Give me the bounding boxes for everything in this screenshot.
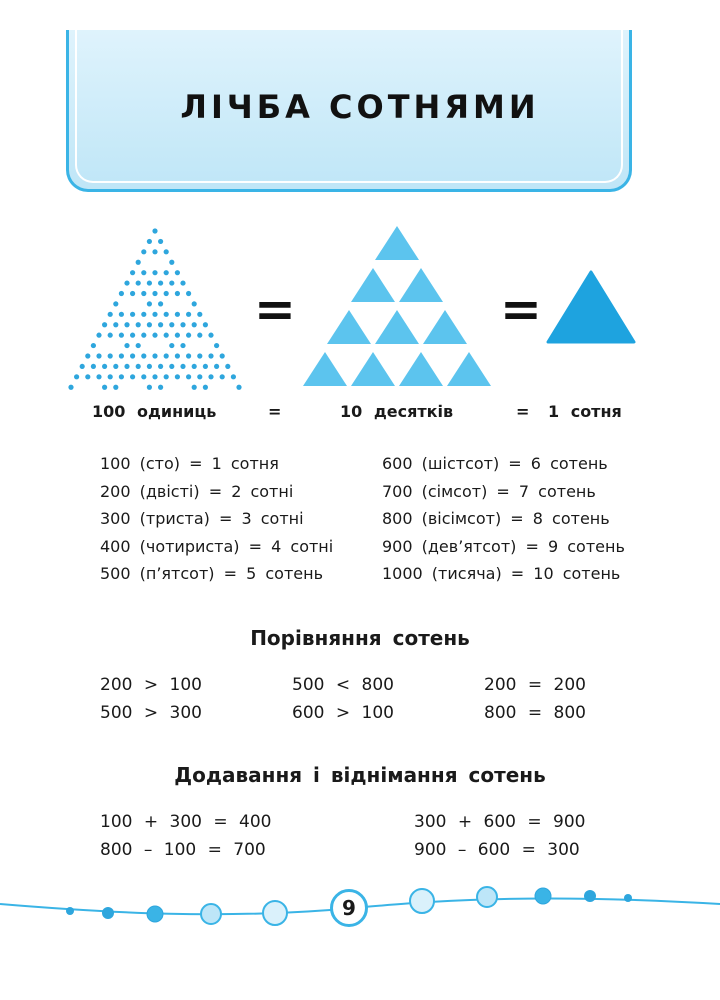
- unit-dot: [186, 374, 191, 379]
- hundreds-list-right: [382, 450, 625, 588]
- unit-dot: [147, 239, 152, 244]
- list-item: 500 (п’ятсот) = 5 сотень: [100, 564, 323, 583]
- unit-dot: [164, 374, 169, 379]
- comparison-title: Порівняння сотень: [250, 626, 470, 650]
- unit-dot: [180, 343, 185, 348]
- addition-item: 800 – 100 = 700: [100, 840, 266, 860]
- ten-triangle: [351, 352, 395, 386]
- list-item: 200 (двісті) = 2 сотні: [100, 481, 294, 501]
- unit-dot: [147, 301, 152, 306]
- label-hundred: 1 сотня: [548, 402, 622, 421]
- page-number: 9: [330, 889, 368, 927]
- addition-col-1: [100, 808, 271, 864]
- unit-dot: [186, 333, 191, 338]
- big-triangle-1-hundred: [545, 268, 637, 346]
- unit-dot: [141, 353, 146, 358]
- unit-dot: [208, 353, 213, 358]
- ten-triangle: [399, 268, 443, 302]
- unit-dot: [158, 280, 163, 285]
- unit-dot: [164, 312, 169, 317]
- unit-dot: [113, 322, 118, 327]
- unit-dot: [96, 374, 101, 379]
- unit-dot: [136, 322, 141, 327]
- unit-dot: [158, 301, 163, 306]
- unit-dot: [164, 249, 169, 254]
- unit-dot: [192, 301, 197, 306]
- unit-dot: [113, 385, 118, 390]
- unit-dot: [164, 353, 169, 358]
- unit-dot: [152, 353, 157, 358]
- addition-item: 900 – 600 = 300: [414, 840, 580, 860]
- unit-dot: [175, 353, 180, 358]
- label-tens: 10 десятків: [340, 402, 454, 421]
- list-item: 1000 (тисяча) = 10 сотень: [382, 564, 621, 583]
- unit-dot: [180, 280, 185, 285]
- unit-dot: [186, 353, 191, 358]
- unit-dot: [141, 270, 146, 275]
- unit-dot: [130, 333, 135, 338]
- label-units: 100 одиниць: [92, 402, 217, 421]
- unit-dot: [175, 291, 180, 296]
- unit-dot: [141, 374, 146, 379]
- list-item: 700 (сімсот) = 7 сотень: [382, 481, 596, 501]
- unit-dot: [231, 374, 236, 379]
- unit-dot: [158, 385, 163, 390]
- unit-dot: [91, 343, 96, 348]
- unit-dot: [130, 312, 135, 317]
- unit-dot: [119, 291, 124, 296]
- unit-dot: [147, 322, 152, 327]
- unit-dot: [169, 364, 174, 369]
- unit-dot: [197, 374, 202, 379]
- unit-dot: [102, 322, 107, 327]
- ten-triangle: [447, 352, 491, 386]
- unit-dot: [197, 312, 202, 317]
- equals-sign-2: =: [500, 280, 542, 338]
- unit-dot: [152, 228, 157, 233]
- unit-dot: [74, 374, 79, 379]
- list-item: 100 (сто) = 1 сотня: [100, 454, 279, 473]
- unit-dot: [124, 280, 129, 285]
- equals-sign-1: =: [254, 280, 296, 338]
- unit-dot: [203, 385, 208, 390]
- unit-dot: [152, 312, 157, 317]
- comparison-col-3: [484, 671, 586, 727]
- unit-dot: [130, 353, 135, 358]
- unit-dot: [85, 353, 90, 358]
- ten-triangle: [303, 352, 347, 386]
- unit-dot: [192, 322, 197, 327]
- unit-dot: [208, 374, 213, 379]
- unit-dot: [113, 301, 118, 306]
- unit-dot: [80, 364, 85, 369]
- page-title: ЛІЧБА СОТНЯМИ: [180, 88, 540, 126]
- unit-dot: [141, 249, 146, 254]
- unit-dot: [225, 364, 230, 369]
- unit-dot: [108, 312, 113, 317]
- hundreds-list-left: [100, 450, 333, 588]
- unit-dot: [197, 353, 202, 358]
- addition-item: 100 + 300 = 400: [100, 812, 272, 832]
- comparison-item: 600 > 100: [292, 703, 394, 723]
- comparison-item: 800 = 800: [484, 703, 586, 723]
- comparison-col-1: [100, 671, 202, 727]
- unit-dot: [158, 239, 163, 244]
- unit-dot: [108, 374, 113, 379]
- ten-triangle: [399, 352, 443, 386]
- unit-dot: [192, 385, 197, 390]
- unit-dot: [175, 312, 180, 317]
- unit-dot: [236, 385, 241, 390]
- unit-dot: [208, 333, 213, 338]
- unit-dot: [175, 333, 180, 338]
- unit-dot: [169, 260, 174, 265]
- unit-dot: [96, 353, 101, 358]
- unit-dot: [141, 312, 146, 317]
- unit-dot: [186, 312, 191, 317]
- unit-dot: [180, 322, 185, 327]
- unit-dot: [147, 364, 152, 369]
- ten-triangle: [351, 268, 395, 302]
- list-item: 400 (чотириста) = 4 сотні: [100, 536, 334, 556]
- ten-triangle: [423, 310, 467, 344]
- comparison-item: 500 > 300: [100, 703, 202, 723]
- unit-dot: [136, 280, 141, 285]
- unit-dot: [192, 364, 197, 369]
- list-item: 600 (шістсот) = 6 сотень: [382, 454, 608, 473]
- unit-dot: [119, 353, 124, 358]
- list-item: 300 (триста) = 3 сотні: [100, 509, 304, 528]
- unit-dot: [130, 291, 135, 296]
- unit-dot: [141, 333, 146, 338]
- unit-dot: [152, 374, 157, 379]
- unit-dot: [102, 385, 107, 390]
- unit-dot: [124, 343, 129, 348]
- unit-dot: [124, 364, 129, 369]
- unit-dot: [124, 322, 129, 327]
- unit-dot: [169, 343, 174, 348]
- unit-dot: [152, 333, 157, 338]
- unit-dot: [175, 374, 180, 379]
- unit-dot: [136, 343, 141, 348]
- unit-dot: [169, 322, 174, 327]
- addition-col-2: [414, 808, 585, 864]
- addition-title: Додавання і віднімання сотень: [174, 763, 546, 787]
- unit-dot: [186, 291, 191, 296]
- unit-dot: [214, 364, 219, 369]
- unit-dot: [152, 270, 157, 275]
- unit-dot: [108, 353, 113, 358]
- ten-triangles-10-tens: [298, 222, 496, 390]
- unit-dot: [169, 280, 174, 285]
- unit-dot: [158, 364, 163, 369]
- unit-dot: [136, 260, 141, 265]
- unit-dot: [102, 364, 107, 369]
- unit-dot: [220, 353, 225, 358]
- comparison-col-2: [292, 671, 394, 727]
- unit-dot: [130, 374, 135, 379]
- ten-triangle: [375, 226, 419, 260]
- comparison-item: 500 < 800: [292, 675, 394, 695]
- comparison-item: 200 > 100: [100, 675, 202, 695]
- unit-dot: [130, 270, 135, 275]
- ten-triangle: [375, 310, 419, 344]
- unit-dot: [68, 385, 73, 390]
- list-item: 800 (вісімсот) = 8 сотень: [382, 509, 610, 528]
- unit-dot: [197, 333, 202, 338]
- unit-dot: [141, 291, 146, 296]
- unit-dot: [164, 270, 169, 275]
- dot-triangle-100-units: [60, 225, 250, 390]
- list-item: 900 (дев’ятсот) = 9 сотень: [382, 536, 625, 556]
- unit-dot: [136, 364, 141, 369]
- unit-dot: [152, 291, 157, 296]
- unit-dot: [180, 364, 185, 369]
- unit-dot: [203, 364, 208, 369]
- unit-dot: [91, 364, 96, 369]
- unit-dot: [147, 280, 152, 285]
- unit-dot: [175, 270, 180, 275]
- unit-dot: [96, 333, 101, 338]
- ten-triangle: [327, 310, 371, 344]
- unit-dot: [214, 343, 219, 348]
- unit-dot: [119, 312, 124, 317]
- unit-dot: [220, 374, 225, 379]
- unit-dot: [85, 374, 90, 379]
- unit-dot: [152, 249, 157, 254]
- label-equals-1: =: [268, 402, 282, 421]
- unit-dot: [158, 322, 163, 327]
- unit-dot: [164, 291, 169, 296]
- unit-dot: [119, 374, 124, 379]
- comparison-item: 200 = 200: [484, 675, 586, 695]
- addition-item: 300 + 600 = 900: [414, 812, 586, 832]
- unit-dot: [113, 364, 118, 369]
- unit-dot: [119, 333, 124, 338]
- unit-dot: [108, 333, 113, 338]
- unit-dot: [164, 333, 169, 338]
- unit-dot: [147, 385, 152, 390]
- label-equals-2: =: [516, 402, 530, 421]
- unit-dot: [203, 322, 208, 327]
